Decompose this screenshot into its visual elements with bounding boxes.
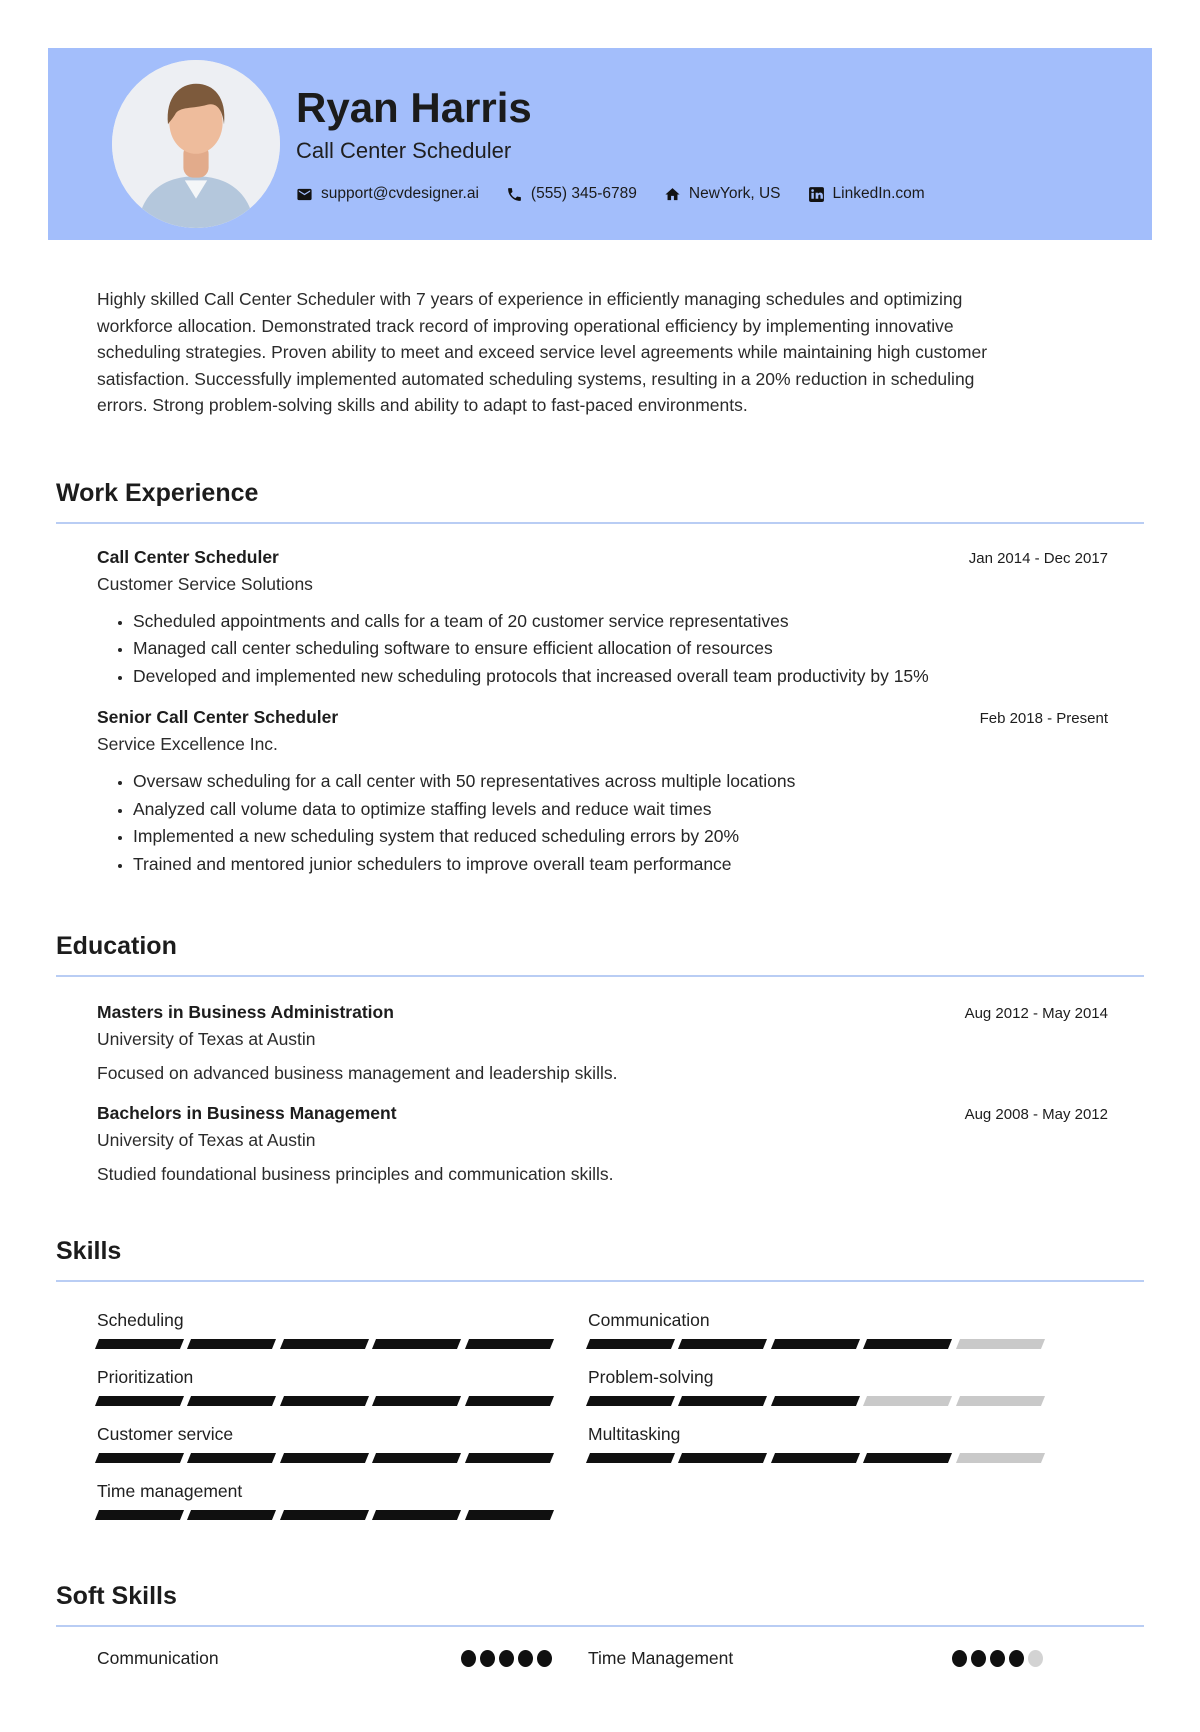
contact-phone [506,185,637,203]
resume-header [48,48,1152,240]
job-entry-head [97,706,1144,728]
section-heading-soft-skills: Soft Skills [56,1582,1144,1627]
soft-skill-name: Time Management [588,1647,734,1668]
skill-level-bar [97,1453,552,1463]
bullet-item: • Scheduled appointments and calls for a team of 20 customer service representatives [133,609,1144,634]
degree-title: Bachelors in Business Management [97,1103,397,1124]
skill-level-bar [97,1396,552,1406]
job-company: Customer Service Solutions [97,573,313,594]
job-bullet-list [97,609,1144,689]
soft-skill-item [588,1647,1043,1669]
contact-email [296,185,479,203]
job-dates: Feb 2018 - Present [979,710,1108,728]
summary-paragraph: Highly skilled Call Center Scheduler with 7 years of experience in efficiently managing schedules and optimizing workforce allocation. Demonstrated track record of improving operational efficiency by implementing innovative scheduling strategies. Proven ability to meet and exceed service level agreements while maintaining high customer satisfaction. Successfully implemented automated scheduling systems, resulting in a 20% reduction in scheduling errors. Strong problem-solving skills and ability to adapt to fast-paced environments. [97,289,988,416]
profile-photo-illustration [112,60,280,228]
education-list [97,1001,1144,1185]
contact-email-text: support@cvdesigner.ai [321,185,479,203]
soft-skill-rating-dots [952,1650,1043,1667]
section-heading-work-experience: Work Experience [56,479,1144,524]
education-dates: Aug 2008 - May 2012 [964,1106,1108,1124]
section-skills [56,1237,1144,1538]
home-icon [664,186,681,203]
skill-name: Scheduling [97,1310,184,1331]
skill-level-bar [97,1339,552,1349]
school-name: University of Texas at Austin [97,1130,316,1151]
job-entry [97,706,1144,876]
skill-name: Problem-solving [588,1367,714,1388]
education-description: Studied foundational business principles and communication skills. [97,1164,614,1185]
skill-level-bar [588,1396,1043,1406]
job-entry-head [97,546,1144,568]
job-company: Service Excellence Inc. [97,734,278,755]
skill-name: Customer service [97,1424,234,1445]
skill-level-bar [588,1453,1043,1463]
skill-item [97,1424,552,1463]
section-education [56,932,1144,1185]
school-name: University of Texas at Austin [97,1029,316,1050]
soft-skill-rating-dots [461,1650,552,1667]
education-entry [97,1001,1144,1084]
bullet-item: • Developed and implemented new scheduling protocols that increased overall team productivity by 15% [133,664,1144,689]
job-title: Senior Call Center Scheduler [97,707,339,728]
resume-page [0,48,1200,1669]
education-dates: Aug 2012 - May 2014 [964,1005,1108,1023]
bullet-item: • Oversaw scheduling for a call center with 50 representatives across multiple locations [133,769,1144,794]
contact-location [664,185,781,203]
resume-body [56,286,1144,1669]
contact-linkedin-text: LinkedIn.com [832,185,925,203]
avatar [112,60,280,228]
education-entry [97,1102,1144,1185]
person-name: Ryan Harris [296,83,532,131]
skill-name: Multitasking [588,1424,681,1445]
skill-item [97,1367,552,1406]
section-heading-education: Education [56,932,1144,977]
skill-name: Communication [588,1310,710,1331]
skills-grid [97,1310,1144,1538]
person-job-title: Call Center Scheduler [296,138,512,164]
section-work-experience [56,479,1144,877]
work-experience-list [97,546,1144,877]
education-entry-head [97,1001,1144,1023]
soft-skills-grid [97,1647,1144,1669]
job-entry [97,546,1144,689]
job-bullet-list [97,769,1144,876]
job-dates: Jan 2014 - Dec 2017 [968,549,1108,567]
contact-linkedin [808,185,925,203]
skill-item [97,1481,552,1520]
email-icon [296,186,313,203]
soft-skill-item [97,1647,552,1669]
skill-level-bar [588,1339,1043,1349]
contact-row [296,185,925,203]
soft-skill-name: Communication [97,1647,219,1668]
skill-level-bar [97,1510,552,1520]
job-title: Call Center Scheduler [97,546,279,567]
skill-name: Time management [97,1481,243,1502]
bullet-item: • Implemented a new scheduling system that reduced scheduling errors by 20% [133,824,1144,849]
skill-name: Prioritization [97,1367,194,1388]
skill-item [588,1310,1043,1349]
skill-item [588,1424,1043,1463]
phone-icon [506,186,523,203]
education-entry-head [97,1102,1144,1124]
bullet-item: • Managed call center scheduling software to ensure efficient allocation of resources [133,636,1144,661]
degree-title: Masters in Business Administration [97,1002,394,1023]
header-text [296,85,925,203]
bullet-item: • Analyzed call volume data to optimize staffing levels and reduce wait times [133,797,1144,822]
skill-item [588,1367,1043,1406]
contact-location-text: NewYork, US [688,185,781,203]
education-description: Focused on advanced business management and leadership skills. [97,1063,618,1084]
section-heading-skills: Skills [56,1237,1144,1282]
bullet-item: • Trained and mentored junior schedulers to improve overall team performance [133,852,1144,877]
linkedin-icon [808,186,825,203]
contact-phone-text: (555) 345-6789 [530,185,637,203]
skill-item [97,1310,552,1349]
section-soft-skills [56,1582,1144,1669]
